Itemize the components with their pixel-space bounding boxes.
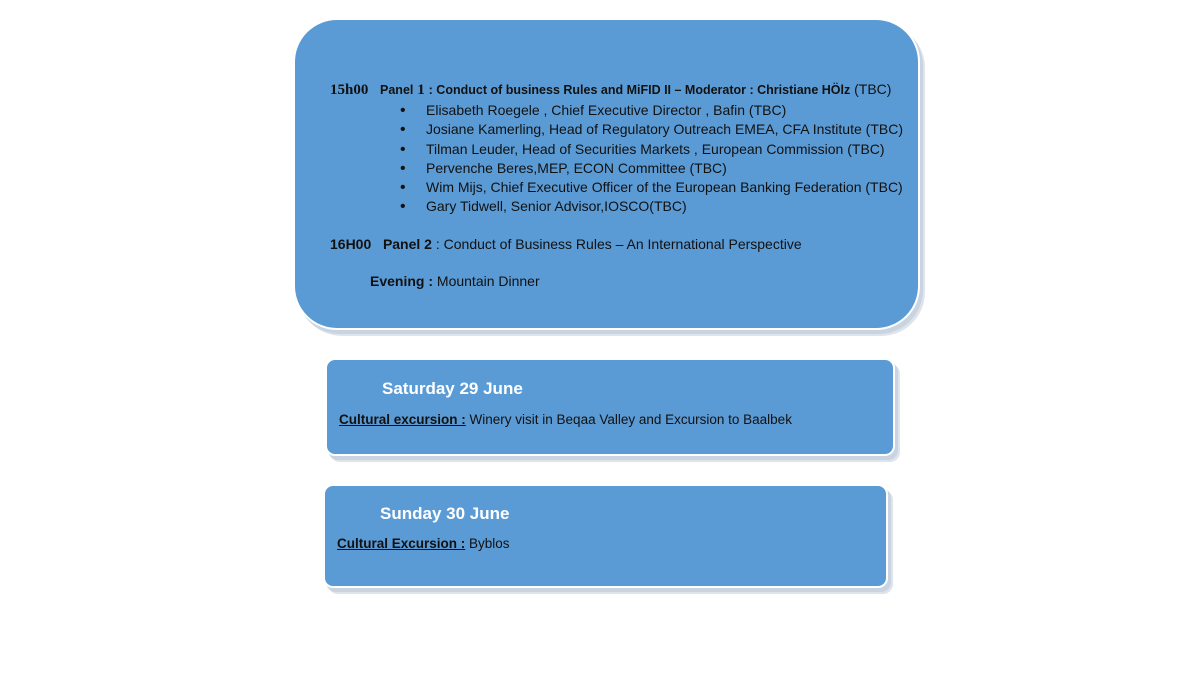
- saturday-excursion-label: Cultural excursion :: [339, 412, 466, 427]
- sunday-excursion-text: Byblos: [465, 536, 510, 551]
- panel1-time: 15h00: [330, 82, 369, 98]
- sunday-box: [323, 484, 888, 588]
- saturday-title: Saturday 29 June: [382, 379, 523, 398]
- speaker-item: • Gary Tidwell, Senior Advisor,IOSCO(TBC): [400, 197, 903, 216]
- saturday-excursion: [339, 412, 792, 427]
- speaker-item: • Pervenche Beres,MEP, ECON Committee (TBC): [400, 159, 903, 178]
- speaker-item: • Tilman Leuder, Head of Securities Markets , European Commission (TBC): [400, 140, 903, 159]
- speaker-item: • Elisabeth Roegele , Chief Executive Director , Bafin (TBC): [400, 101, 903, 120]
- panel2-label: Panel 2: [382, 236, 432, 252]
- panel1-number: 1: [417, 82, 425, 98]
- speaker-list: [400, 101, 903, 217]
- evening-text: Mountain Dinner: [433, 273, 540, 289]
- panel2-time: 16H00: [330, 236, 372, 252]
- saturday-box: [325, 358, 895, 456]
- evening-label: Evening :: [370, 273, 434, 289]
- saturday-excursion-text: Winery visit in Beqaa Valley and Excursion to Baalbek: [465, 412, 792, 427]
- panel2-line: [330, 235, 802, 253]
- panel1-label: Panel: [380, 83, 414, 97]
- sunday-excursion-label: Cultural Excursion :: [337, 536, 466, 551]
- sunday-title: Sunday 30 June: [380, 504, 510, 523]
- panel1-title: : Conduct of business Rules and MiFID II – Moderator : Christiane HÖlz: [428, 83, 851, 97]
- panel1-line: [330, 80, 891, 99]
- friday-program-box: [293, 18, 920, 330]
- evening-line: [370, 272, 540, 290]
- speaker-item: • Josiane Kamerling, Head of Regulatory Outreach EMEA, CFA Institute (TBC): [400, 120, 903, 139]
- panel1-tbc: (TBC): [850, 81, 892, 97]
- speaker-item: • Wim Mijs, Chief Executive Officer of the European Banking Federation (TBC): [400, 178, 903, 197]
- sunday-excursion: [337, 536, 510, 551]
- panel2-title: : Conduct of Business Rules – An International Perspective: [431, 236, 802, 252]
